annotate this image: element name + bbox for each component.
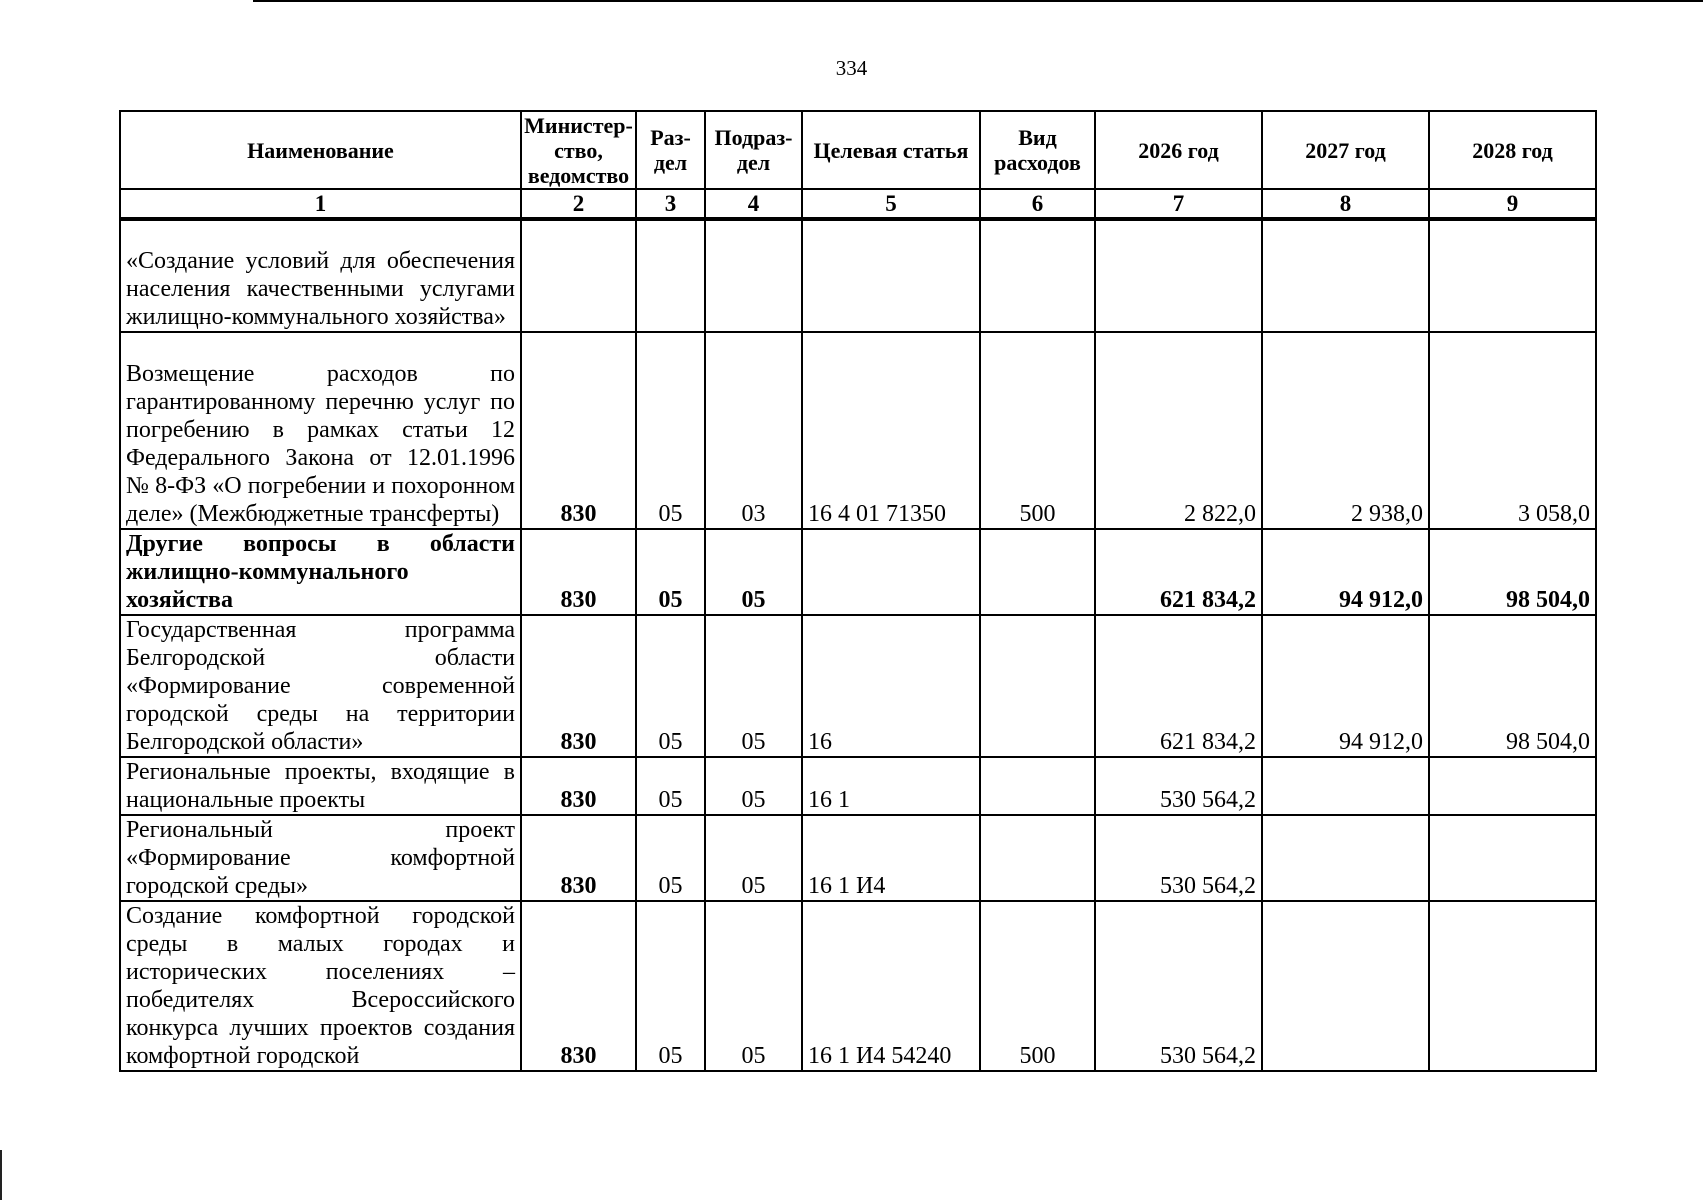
column-number: 7	[1095, 189, 1262, 219]
row-2028: 98 504,0	[1429, 529, 1596, 615]
row-name: Создание комфортной городской среды в малых городах и исторических поселениях – победителях Всероссийского конкурса лучших проектов создания комфортной городской	[120, 901, 521, 1071]
row-expense-type	[980, 529, 1095, 615]
row-section: 05	[636, 615, 705, 757]
header-name: Наименование	[120, 111, 521, 189]
row-2026: 2 822,0	[1095, 332, 1262, 529]
row-2026: 621 834,2	[1095, 529, 1262, 615]
row-target: 16 1 И4 54240	[802, 901, 980, 1071]
row-2026: 621 834,2	[1095, 615, 1262, 757]
header-ministry: Министер-ство, ведомство	[521, 111, 636, 189]
row-expense-type	[980, 815, 1095, 901]
table-row	[120, 529, 1596, 615]
row-ministry: 830	[521, 529, 636, 615]
row-subsection: 05	[705, 529, 802, 615]
row-target	[802, 219, 980, 332]
scan-edge-mark	[0, 1150, 2, 1200]
header-expense-type: Вид расходов	[980, 111, 1095, 189]
row-2028	[1429, 815, 1596, 901]
column-number: 9	[1429, 189, 1596, 219]
row-name: Государственная программа Белгородской области «Формирование современной городской среды на территории Белгородской области»	[120, 615, 521, 757]
row-section	[636, 219, 705, 332]
column-number: 3	[636, 189, 705, 219]
row-2026	[1095, 219, 1262, 332]
row-ministry: 830	[521, 615, 636, 757]
table-row	[120, 615, 1596, 757]
row-2027: 94 912,0	[1262, 615, 1429, 757]
row-2027	[1262, 815, 1429, 901]
row-2028	[1429, 219, 1596, 332]
table-row	[120, 815, 1596, 901]
row-2028: 98 504,0	[1429, 615, 1596, 757]
header-subsection: Подраз-дел	[705, 111, 802, 189]
column-number: 4	[705, 189, 802, 219]
row-name: Другие вопросы в области жилищно-коммунального хозяйства	[120, 529, 521, 615]
table-row	[120, 332, 1596, 529]
column-number: 5	[802, 189, 980, 219]
table-row	[120, 901, 1596, 1071]
row-expense-type: 500	[980, 901, 1095, 1071]
row-subsection: 05	[705, 615, 802, 757]
row-expense-type: 500	[980, 332, 1095, 529]
header-2027: 2027 год	[1262, 111, 1429, 189]
column-number: 1	[120, 189, 521, 219]
row-2026: 530 564,2	[1095, 757, 1262, 815]
table-row	[120, 757, 1596, 815]
row-subsection: 05	[705, 901, 802, 1071]
row-2028	[1429, 901, 1596, 1071]
row-target	[802, 529, 980, 615]
row-2027	[1262, 901, 1429, 1071]
header-2026: 2026 год	[1095, 111, 1262, 189]
row-2028: 3 058,0	[1429, 332, 1596, 529]
row-2027: 94 912,0	[1262, 529, 1429, 615]
table-header-row	[120, 111, 1596, 189]
header-target: Целевая статья	[802, 111, 980, 189]
row-ministry: 830	[521, 757, 636, 815]
row-subsection	[705, 219, 802, 332]
row-expense-type	[980, 615, 1095, 757]
row-subsection: 05	[705, 757, 802, 815]
row-target: 16 4 01 71350	[802, 332, 980, 529]
row-subsection: 05	[705, 815, 802, 901]
row-name: Региональные проекты, входящие в национальные проекты	[120, 757, 521, 815]
row-2028	[1429, 757, 1596, 815]
row-2027	[1262, 219, 1429, 332]
row-expense-type	[980, 757, 1095, 815]
row-name: Возмещение расходов по гарантированному перечню услуг по погребению в рамках статьи 12 Федерального Закона от 12.01.1996 № 8-ФЗ «О погребении и похоронном деле» (Межбюджетные трансферты)	[120, 332, 521, 529]
row-target: 16 1	[802, 757, 980, 815]
budget-table	[119, 110, 1597, 1072]
row-ministry: 830	[521, 332, 636, 529]
row-2027	[1262, 757, 1429, 815]
row-ministry: 830	[521, 815, 636, 901]
row-2026: 530 564,2	[1095, 815, 1262, 901]
row-name: «Создание условий для обеспечения населения качественными услугами жилищно-коммунального хозяйства»	[120, 219, 521, 332]
row-section: 05	[636, 815, 705, 901]
top-border-line	[253, 0, 1703, 2]
row-subsection: 03	[705, 332, 802, 529]
row-section: 05	[636, 332, 705, 529]
table-row	[120, 219, 1596, 332]
column-number-row	[120, 189, 1596, 219]
column-number: 6	[980, 189, 1095, 219]
column-number: 2	[521, 189, 636, 219]
header-2028: 2028 год	[1429, 111, 1596, 189]
row-2026: 530 564,2	[1095, 901, 1262, 1071]
row-target: 16	[802, 615, 980, 757]
row-target: 16 1 И4	[802, 815, 980, 901]
header-section: Раз-дел	[636, 111, 705, 189]
row-expense-type	[980, 219, 1095, 332]
column-number: 8	[1262, 189, 1429, 219]
row-section: 05	[636, 901, 705, 1071]
page-number: 334	[835, 56, 868, 80]
row-ministry: 830	[521, 901, 636, 1071]
row-name: Региональный проект «Формирование комфортной городской среды»	[120, 815, 521, 901]
row-section: 05	[636, 529, 705, 615]
row-ministry	[521, 219, 636, 332]
row-section: 05	[636, 757, 705, 815]
row-2027: 2 938,0	[1262, 332, 1429, 529]
